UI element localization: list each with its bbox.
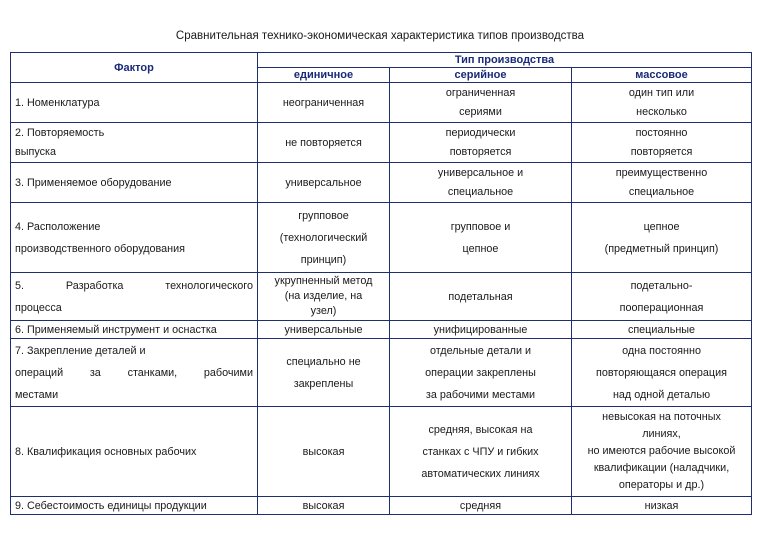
cell-factor	[11, 273, 258, 321]
cell-line: укрупненный метод	[274, 275, 373, 287]
cell-factor	[11, 407, 258, 497]
cell-line: несколько	[636, 105, 687, 118]
cell-line: периодически	[445, 126, 516, 139]
cell-line: отдельные детали и	[429, 344, 532, 357]
cell-line: универсальные	[284, 323, 363, 336]
cell-line: выпуска	[15, 145, 56, 158]
cell-line: групповое	[298, 209, 349, 222]
cell-single	[258, 321, 390, 339]
cell-factor	[11, 123, 258, 163]
cell-line: местами	[15, 388, 59, 401]
cell-line: подетальная	[448, 290, 513, 303]
cell-line: закреплены	[293, 377, 354, 390]
cell-line: высокая	[302, 445, 345, 458]
cell-line: операций за станками, рабочими	[15, 366, 253, 379]
cell-factor	[11, 497, 258, 515]
comparison-table	[10, 52, 752, 515]
cell-line: унифицированные	[433, 323, 528, 336]
cell-mass	[572, 123, 752, 163]
cell-line: высокая	[302, 499, 345, 512]
cell-mass	[572, 497, 752, 515]
cell-line: операции закреплены	[425, 366, 536, 379]
cell-line: средняя, высокая на	[428, 423, 533, 436]
cell-line: невысокая на поточных	[602, 411, 721, 423]
cell-single	[258, 123, 390, 163]
cell-line: квалификации (наладчики,	[593, 462, 730, 474]
cell-single	[258, 83, 390, 123]
cell-serial	[390, 339, 572, 407]
cell-line: узел)	[310, 305, 337, 317]
cell-line: подетально-	[630, 279, 693, 292]
cell-single	[258, 407, 390, 497]
cell-line: пооперационная	[619, 301, 704, 314]
cell-mass	[572, 163, 752, 203]
cell-mass	[572, 83, 752, 123]
cell-serial	[390, 321, 572, 339]
cell-line: групповое и	[450, 220, 511, 233]
cell-single	[258, 163, 390, 203]
cell-factor	[11, 203, 258, 273]
cell-factor	[11, 321, 258, 339]
cell-line: линиях,	[642, 428, 681, 440]
cell-line: специальное	[447, 185, 514, 198]
cell-line: над одной деталью	[612, 388, 711, 401]
table-row	[11, 163, 752, 203]
cell-mass	[572, 273, 752, 321]
cell-line: 2. Повторяемость	[15, 126, 105, 139]
table-row	[11, 497, 752, 515]
cell-factor	[11, 339, 258, 407]
cell-line: средняя	[459, 499, 502, 512]
cell-line: 7. Закрепление деталей и	[15, 344, 146, 357]
header-serial: серийное	[390, 68, 572, 83]
cell-line: неограниченная	[282, 96, 365, 109]
table-row	[11, 407, 752, 497]
cell-line: одна постоянно	[622, 344, 701, 357]
cell-serial	[390, 163, 572, 203]
cell-line: специальные	[627, 323, 696, 336]
cell-line: преимущественно	[615, 166, 708, 179]
cell-line: но имеются рабочие высокой	[587, 445, 736, 457]
cell-line: не повторяется	[285, 136, 362, 149]
header-production-type: Тип производства	[258, 53, 752, 68]
cell-mass	[572, 203, 752, 273]
cell-line: 4. Расположение	[15, 220, 101, 233]
cell-serial	[390, 123, 572, 163]
cell-mass	[572, 407, 752, 497]
cell-line: 5. Разработка технологического	[15, 279, 253, 292]
cell-line: сериями	[459, 105, 502, 118]
cell-line: постоянно	[635, 126, 688, 139]
table-row	[11, 321, 752, 339]
cell-line: 3. Применяемое оборудование	[15, 176, 172, 189]
cell-serial	[390, 203, 572, 273]
cell-line: универсальное	[285, 176, 362, 189]
cell-line: (на изделие, на	[284, 290, 363, 302]
cell-line: станках с ЧПУ и гибких	[422, 445, 539, 458]
cell-single	[258, 497, 390, 515]
cell-line: (технологический	[279, 231, 368, 244]
cell-line: производственного оборудования	[15, 242, 185, 255]
cell-line: один тип или	[628, 86, 695, 99]
cell-line: повторяется	[630, 145, 693, 158]
cell-line: специальное	[628, 185, 695, 198]
cell-line: (предметный принцип)	[604, 242, 719, 255]
table-row	[11, 339, 752, 407]
cell-line: процесса	[15, 301, 62, 314]
cell-line: 1. Номенклатура	[15, 96, 100, 109]
table-row	[11, 83, 752, 123]
cell-factor	[11, 163, 258, 203]
cell-single	[258, 339, 390, 407]
cell-mass	[572, 321, 752, 339]
cell-line: 8. Квалификация основных рабочих	[15, 445, 197, 458]
cell-line: цепное	[643, 220, 680, 233]
cell-line: за рабочими местами	[425, 388, 536, 401]
cell-factor	[11, 83, 258, 123]
cell-single	[258, 273, 390, 321]
table-row	[11, 203, 752, 273]
cell-line: повторяется	[449, 145, 512, 158]
cell-line: цепное	[462, 242, 499, 255]
cell-serial	[390, 497, 572, 515]
cell-line: операторы и др.)	[618, 479, 705, 491]
cell-line: принцип)	[300, 253, 347, 266]
cell-mass	[572, 339, 752, 407]
cell-serial	[390, 407, 572, 497]
cell-line: 6. Применяемый инструмент и оснастка	[15, 323, 217, 336]
cell-line: универсальное и	[437, 166, 524, 179]
cell-single	[258, 203, 390, 273]
cell-line: автоматических линиях	[421, 467, 540, 480]
header-mass: массовое	[572, 68, 752, 83]
cell-line: специально не	[286, 355, 361, 368]
cell-serial	[390, 273, 572, 321]
cell-line: повторяющаяся операция	[596, 366, 727, 379]
cell-line: низкая	[644, 499, 679, 512]
cell-serial	[390, 83, 572, 123]
table-row	[11, 273, 752, 321]
header-factor: Фактор	[11, 53, 258, 83]
cell-line: ограниченная	[445, 86, 516, 99]
document-title: Сравнительная технико-экономическая характеристика типов производства	[175, 30, 585, 42]
header-single: единичное	[258, 68, 390, 83]
table-row	[11, 123, 752, 163]
cell-line: 9. Себестоимость единицы продукции	[15, 499, 207, 512]
